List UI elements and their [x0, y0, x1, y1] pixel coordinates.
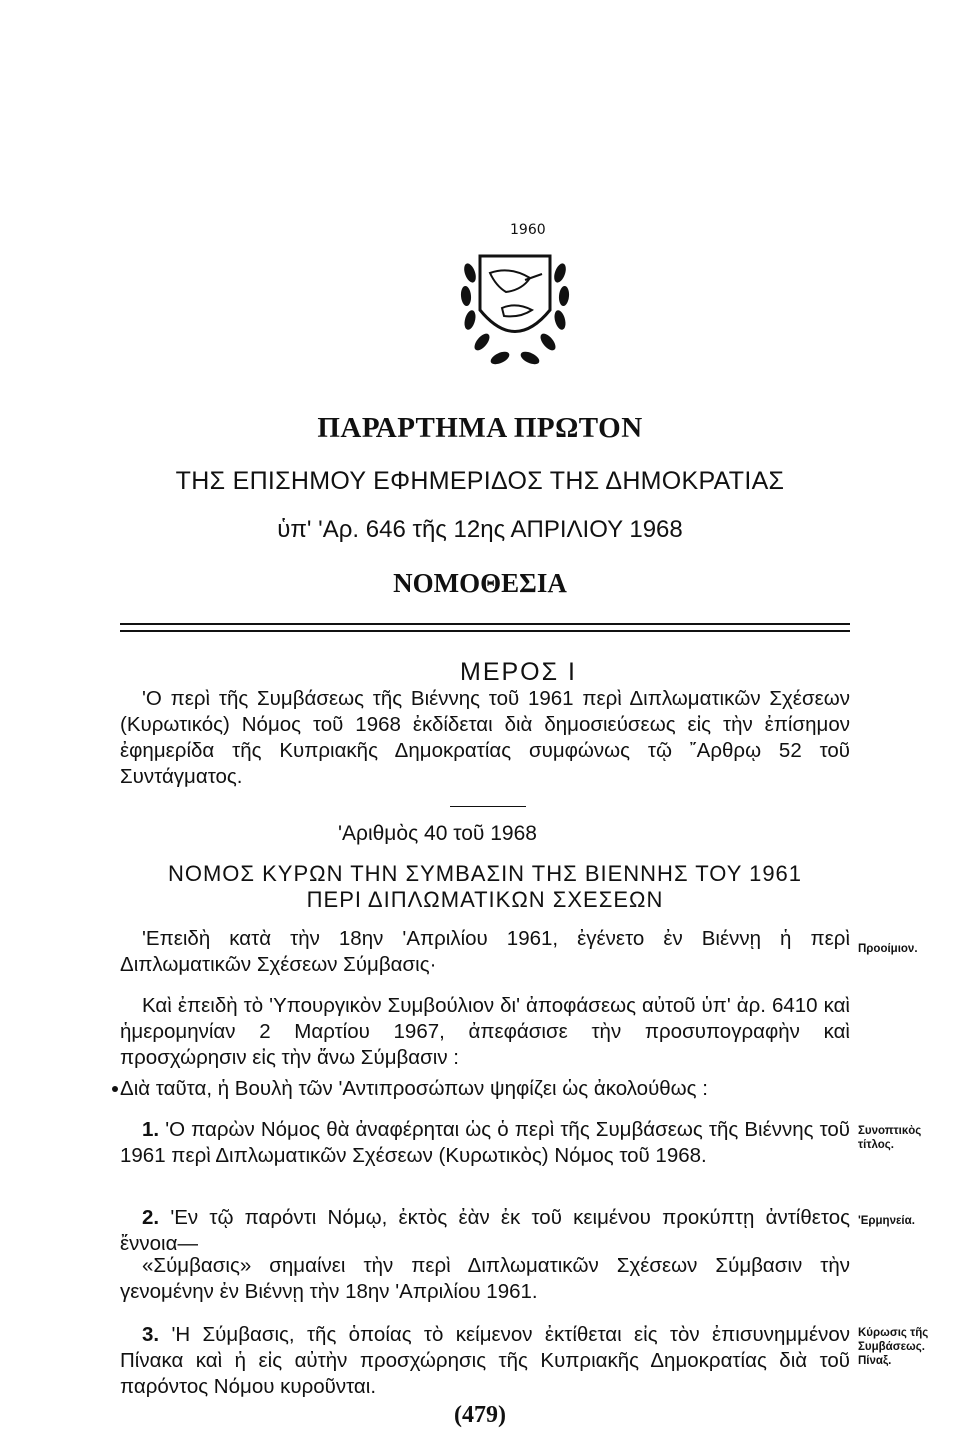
short-divider	[450, 806, 526, 807]
section-number: 3.	[142, 1323, 160, 1346]
intro-paragraph: 'Ο περὶ τῆς Συμβάσεως τῆς Βιέννης τοῦ 1961 περὶ Διπλωματικῶν Σχέσεων (Κυρωτικός) Νόμος τοῦ 1968 ἐκδίδεται διὰ δημοσιεύσεως εἰς τὴν ἐπίσημον ἐφημερίδα τῆς Κυπριακῆς Δημοκρατίας συμφώνως τῷ ῎Αρθρῳ 52 τοῦ Συντάγματος.	[120, 687, 850, 788]
annex-title: ΠΑΡΑΡΤΗΜΑ ΠΡΩΤΟΝ	[317, 412, 643, 444]
bullet-dot	[112, 1086, 118, 1092]
section-text: 'Η Σύμβασις, τῆς ὁποίας τὸ κείμενον ἐκτίθεται εἰς τὸν ἐπισυνημμένον Πίνακα καὶ ἡ εἰς αὐτὴν προσχώρησις τῆς Κυπριακῆς Δημοκρατίας διὰ τοῦ παρόντος Νόμου κυροῦνται.	[120, 1323, 851, 1398]
section-3	[120, 1322, 850, 1400]
cyprus-coat-of-arms-icon	[430, 218, 600, 388]
section-2	[120, 1205, 850, 1257]
margin-note-ratification: Κύρωσις τῆς Συμβάσεως. Πίναξ.	[858, 1327, 929, 1367]
section-number: 2.	[142, 1206, 160, 1229]
gazette-name: ΤΗΣ ΕΠΙΣΗΜΟΥ ΕΦΗΜΕΡΙΔΟΣ ΤΗΣ ΔΗΜΟΚΡΑΤΙΑΣ	[175, 467, 785, 495]
section-heading: ΝΟΜΟΘΕΣΙΑ	[393, 568, 567, 598]
section-number: 1.	[142, 1118, 160, 1141]
law-title-line-2: ΠΕΡΙ ΔΙΠΛΩΜΑΤΙΚΩΝ ΣΧΕΣΕΩΝ	[306, 887, 664, 912]
law-number: 'Αριθμὸς 40 τοῦ 1968	[338, 822, 537, 845]
section-text: 'Εν τῷ παρόντι Νόμῳ, ἐκτὸς ἐὰν ἐκ τοῦ κειμένου προκύπτῃ ἀντίθετος ἔννοια—	[120, 1206, 850, 1255]
margin-note-interpretation: 'Ερμηνεία.	[858, 1215, 915, 1227]
section-1	[120, 1117, 850, 1169]
definition-convention: «Σύμβασις» σημαίνει τὴν περὶ Διπλωματικῶν Σχέσεων Σύμβασιν τὴν γενομένην ἐν Βιέννῃ τὴν 18ην 'Απριλίου 1961.	[120, 1254, 850, 1303]
enacting-clause: Διὰ ταῦτα, ἡ Βουλὴ τῶν 'Αντιπροσώπων ψηφίζει ὡς ἀκολούθως :	[120, 1077, 708, 1100]
divider-top	[120, 623, 850, 625]
divider-bottom	[120, 630, 850, 632]
issue-line: ὑπ' 'Αρ. 646 τῆς 12ης ΑΠΡΙΛΙΟΥ 1968	[277, 516, 683, 543]
law-title	[120, 861, 850, 913]
margin-note-preamble: Προοίμιον.	[858, 943, 918, 955]
svg-text:1960: 1960	[510, 222, 546, 238]
margin-note-short-title: Συνοπτικὸς τίτλος.	[858, 1125, 922, 1151]
part-heading: ΜΕΡΟΣ Ι	[460, 658, 577, 686]
section-text: 'Ο παρὼν Νόμος θὰ ἀναφέρηται ὡς ὁ περὶ τῆς Συμβάσεως τῆς Βιέννης τοῦ 1961 περὶ Διπλωματικῶν Σχέσεων (Κυρωτικὸς) Νόμος τοῦ 1968.	[120, 1118, 850, 1167]
whereas-paragraph: Καὶ ἐπειδὴ τὸ 'Υπουργικὸν Συμβούλιον δι' ἀποφάσεως αὐτοῦ ὑπ' ἀρ. 6410 καὶ ἡμερομηνίαν 2 Μαρτίου 1967, ἀπεφάσισε τὴν προσυπογραφὴν καὶ προσχώρησιν εἰς τὴν ἄνω Σύμβασιν :	[120, 994, 850, 1069]
page-number: (479)	[454, 1402, 506, 1428]
law-title-line-1: ΝΟΜΟΣ ΚΥΡΩΝ ΤΗΝ ΣΥΜΒΑΣΙΝ ΤΗΣ ΒΙΕΝΝΗΣ ΤΟΥ 1961	[167, 861, 803, 886]
preamble-paragraph: 'Επειδὴ κατὰ τὴν 18ην 'Απριλίου 1961, ἐγένετο ἐν Βιέννῃ ἡ περὶ Διπλωματικῶν Σχέσεων Σύμβασις·	[120, 927, 850, 976]
